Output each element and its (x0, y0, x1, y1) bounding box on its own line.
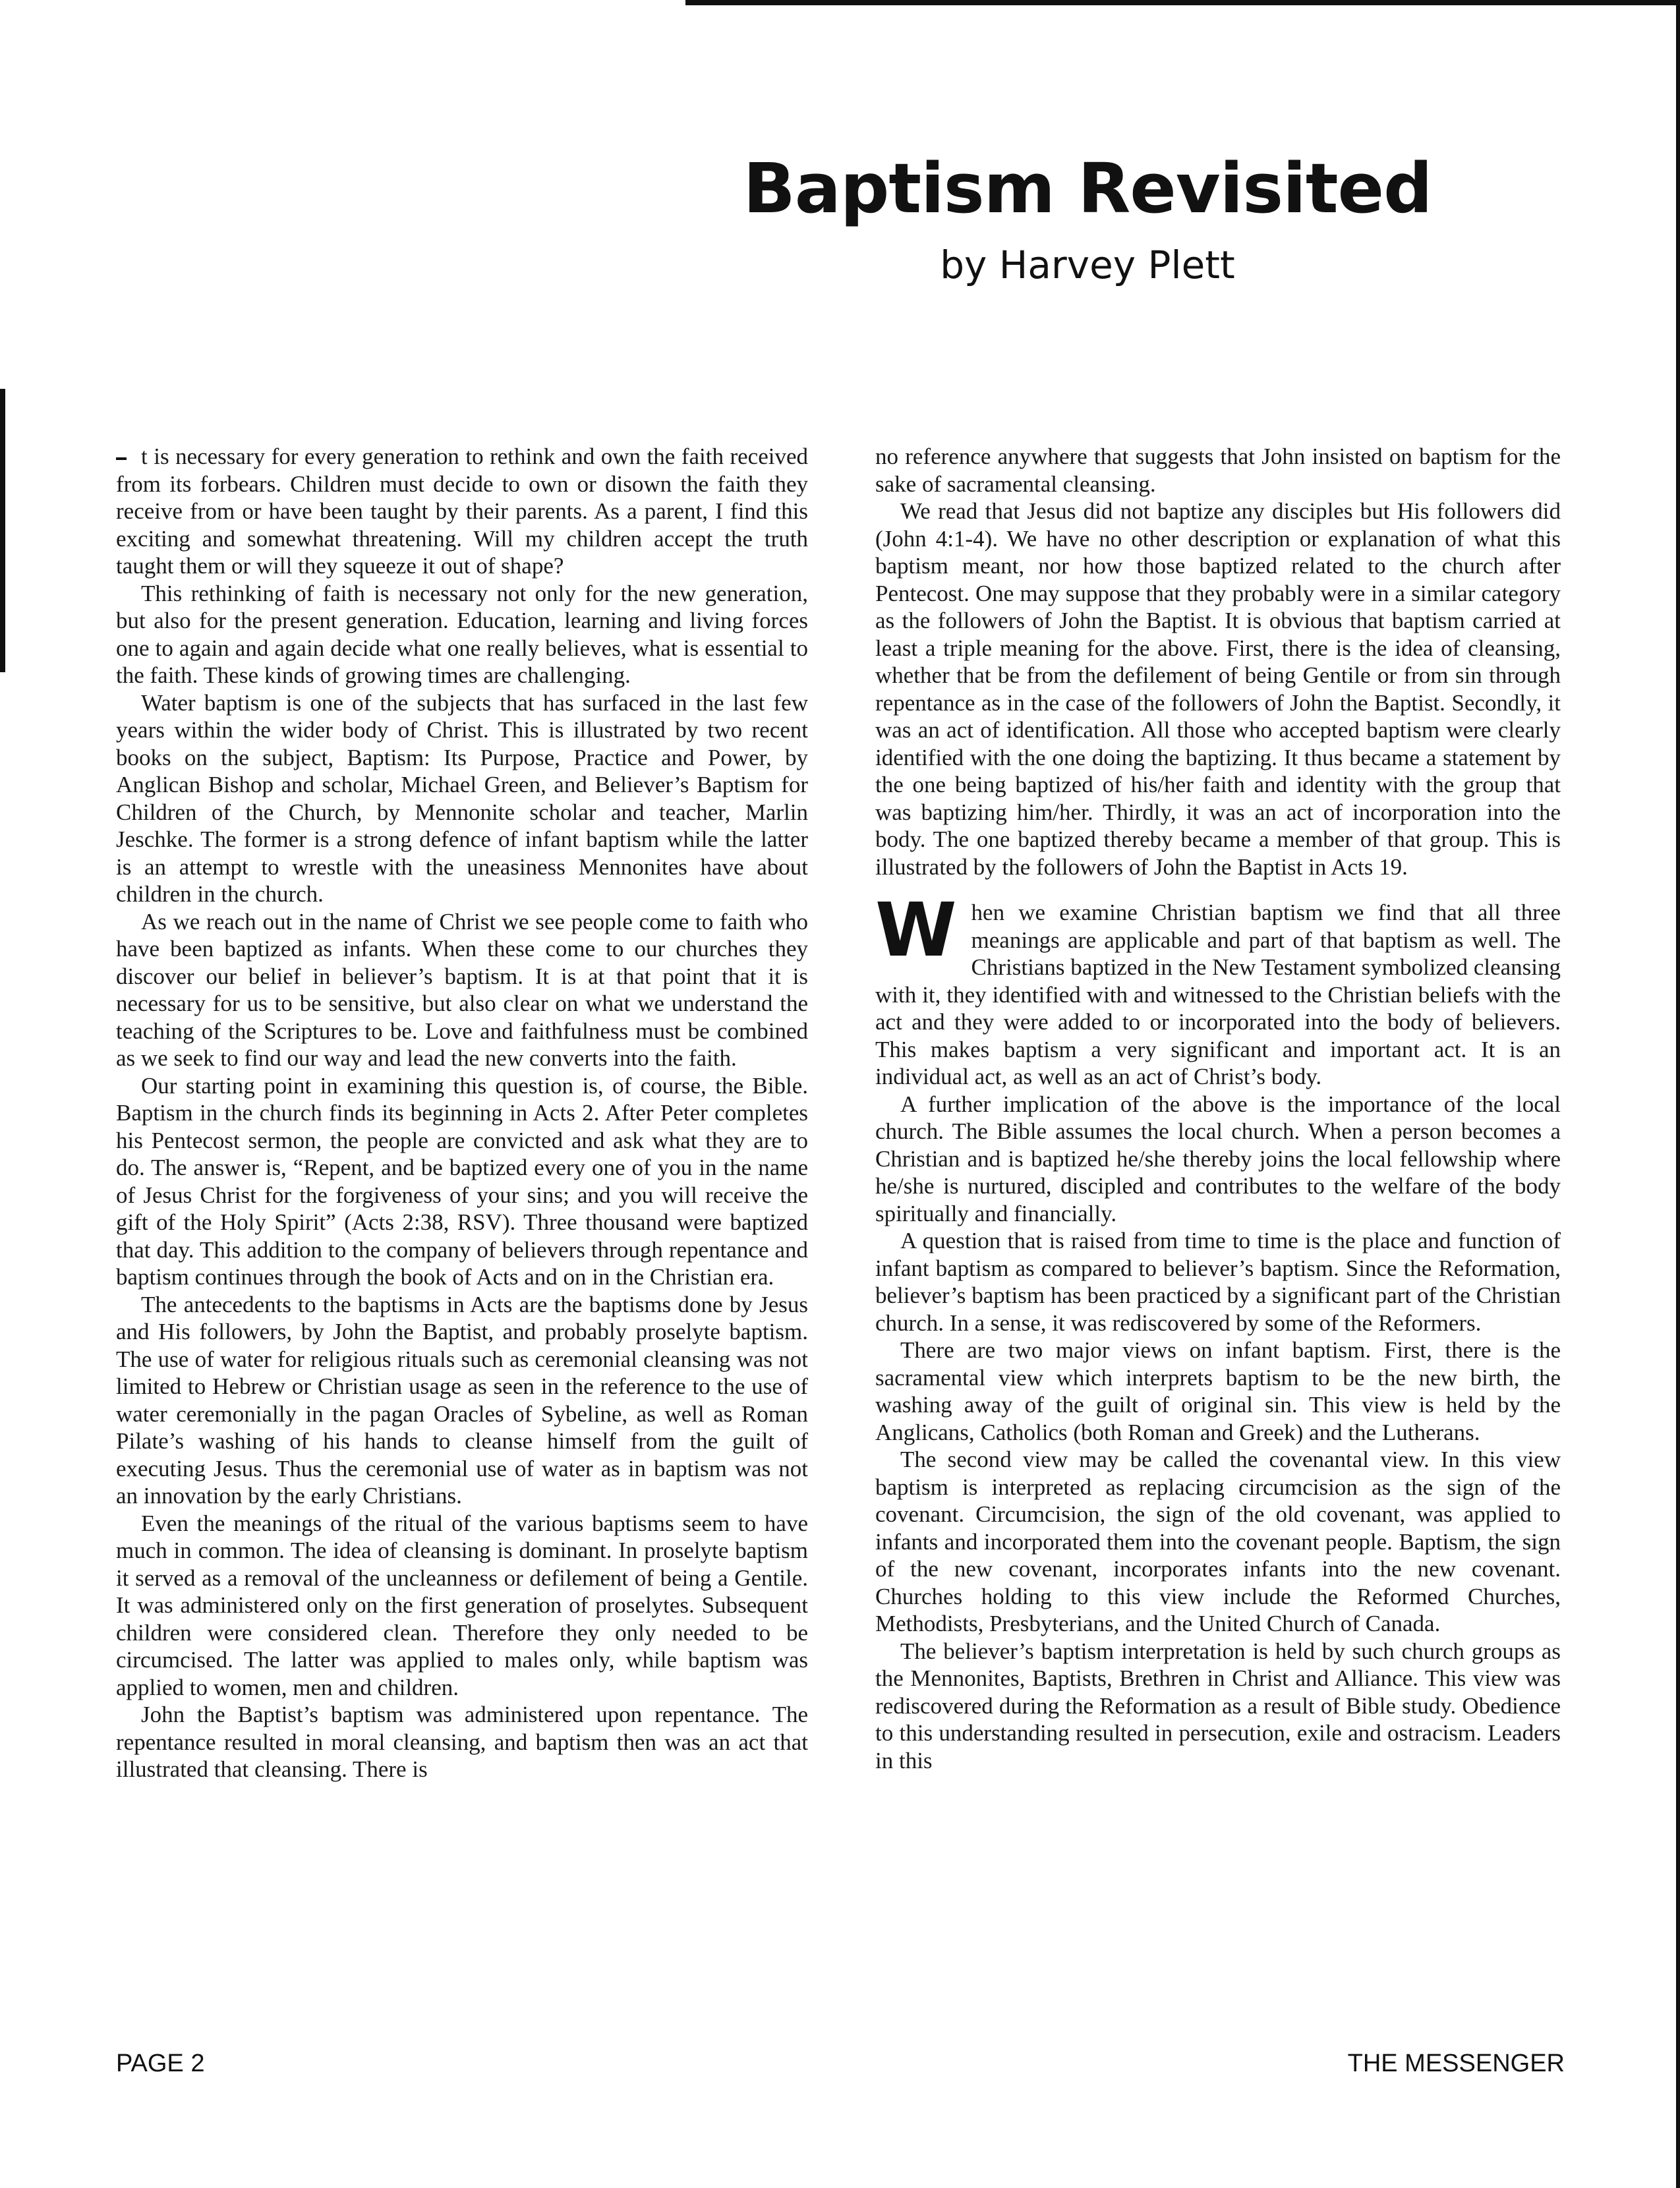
lead-text: t is necessary for every generation to rethink and own the faith received from its forbears. Children must decide to own or disown the faith they receive from or have been taught by their parents. As a parent, I find this exciting and somewhat threatening. Will my children accept the truth taught them or will they squeeze it out of shape? (116, 444, 808, 579)
body-paragraph: We read that Jesus did not baptize any disciples but His followers did (John 4:1-4). We have no other description or explanation of what this baptism meant, nor how those baptized related to the church after Pentecost. One may suppose that they probably were in a similar category as the followers of John the Baptist. It is obvious that baptism carried at least a triple meaning for the above. First, there is the idea of cleansing, whether that be from the defilement of being Gentile or from sin through repentance as in the case of the followers of John the Baptist. Secondly, it was an act of identification. All those who accepted baptism were clearly identified with the one doing the baptizing. It thus became a statement by the one being baptized of his/her faith and identity with the group that was baptizing him/her. Thirdly, it was an act of incorporation into the body. The one baptized thereby became a member of that group. This is illustrated by the followers of John the Baptist in Acts 19. (875, 498, 1561, 880)
top-rule (685, 0, 1680, 5)
body-paragraph: Water baptism is one of the subjects that has surfaced in the last few years within the wider body of Christ. This is illustrated by two recent books on the subject, Baptism: Its Purpose, Practice and Power, by Anglican Bishop and scholar, Michael Green, and Believer’s Baptism for Children of the Church, by Mennonite scholar and teacher, Marlin Jeschke. The former is a strong defence of infant baptism while the latter is an attempt to wrestle with the uneasiness Mennonites have about children in the church. (116, 689, 808, 907)
article-title: Baptism Revisited (743, 148, 1432, 229)
article-byline: by Harvey Plett (940, 243, 1235, 287)
dropcap-paragraph (875, 888, 1561, 1091)
body-paragraph: The second view may be called the covenantal view. In this view baptism is interpreted as replacing circumcision as the sign of the covenant. Circumcision, the sign of the old covenant, was applied to infants and incorporated them into the covenant people. Baptism, the sign of the new covenant, incorporates infants into the new covenant. Churches holding to this view include the Reformed Churches, Methodists, Presbyterians, and the United Church of Canada. (875, 1447, 1561, 1636)
right-edge-mark (1676, 0, 1680, 2188)
lead-paragraph (116, 443, 808, 580)
body-paragraph: As we reach out in the name of Christ we see people come to faith who have been baptized as infants. When these come to our churches they discover our belief in believer’s baptism. It is at that point that it is necessary for us to be sensitive, but also clear on what we understand the teaching of the Scriptures to be. Love and faithfulness must be combined as we seek to find our way and lead the new converts into the faith. (116, 908, 808, 1071)
body-paragraph: Even the meanings of the ritual of the various baptisms seem to have much in common. The idea of cleansing is dominant. In proselyte baptism it served as a removal of the uncleanness or defilement of being a Gentile. It was administered only on the first generation of proselytes. Subsequent children were considered clean. Therefore they only needed to be circumcised. The latter was applied to males only, while baptism was applied to women, men and children. (116, 1510, 808, 1700)
page-number: PAGE 2 (116, 2050, 205, 2077)
publication-name: THE MESSENGER (1347, 2050, 1565, 2077)
body-paragraph: A further implication of the above is the importance of the local church. The Bible assumes the local church. When a person becomes a Christian and is baptized he/she thereby joins the local fellowship where he/she is nurtured, discipled and contributes to the welfare of the body spiritually and financially. (875, 1091, 1561, 1226)
left-column (116, 443, 808, 1783)
body-paragraph: Our starting point in examining this question is, of course, the Bible. Baptism in the church finds its beginning in Acts 2. After Peter completes his Pentecost sermon, the people are convicted and ask what they are to do. The answer is, “Repent, and be baptized every one of you in the name of Jesus Christ for the forgiveness of your sins; and you will receive the gift of the Holy Spirit” (Acts 2:38, RSV). Three thousand were baptized that day. This addition to the company of believers through repentance and baptism continues through the book of Acts and on in the Christian era. (116, 1072, 808, 1290)
body-paragraph: John the Baptist’s baptism was administered upon repentance. The repentance resulted in moral cleansing, and baptism then was an act that illustrated that cleansing. There is (116, 1702, 808, 1782)
body-paragraph: A question that is raised from time to time is the place and function of infant baptism as compared to believer’s baptism. Since the Reformation, believer’s baptism has been practiced by a significant part of the Christian church. In a sense, it was rediscovered by some of the Reformers. (875, 1228, 1561, 1336)
body-paragraph: The believer’s baptism interpretation is held by such church groups as the Mennonites, Baptists, Brethren in Christ and Alliance. This view was rediscovered during the Reformation as a result of Bible study. Obedience to this understanding resulted in persecution, exile and ostracism. Leaders in this (875, 1638, 1561, 1773)
dropcap-text: hen we examine Christian baptism we find that all three meanings are applicable and part of that baptism as well. The Christians baptized in the New Testament symbolized cleansing with it, they identified with and witnessed to the Christian beliefs with the act and they were added to or incorporated into the body of believers. This makes baptism a very significant and important act. It is an individual act, as well as an act of Christ’s body. (875, 900, 1561, 1089)
left-edge-mark (0, 389, 5, 672)
body-paragraph: There are two major views on infant baptism. First, there is the sacramental view which interprets baptism to be the new birth, the washing away of the guilt of original sin. This view is held by the Anglicans, Catholics (both Roman and Greek) and the Lutherans. (875, 1337, 1561, 1445)
drop-cap: W (875, 888, 957, 973)
lead-marker (116, 457, 127, 460)
continuation-paragraph: no reference anywhere that suggests that John insisted on baptism for the sake of sacramental cleansing. (875, 444, 1561, 497)
body-paragraph: This rethinking of faith is necessary not only for the new generation, but also for the present generation. Education, learning and living forces one to again and again decide what one really believes, what is essential to the faith. These kinds of growing times are challenging. (116, 580, 808, 688)
right-column (875, 443, 1561, 1774)
body-paragraph: The antecedents to the baptisms in Acts are the baptisms done by Jesus and His followers, by John the Baptist, and probably proselyte baptism. The use of water for religious rituals such as ceremonial cleansing was not limited to Hebrew or Christian usage as seen in the reference to the use of water ceremonially in the pagan Oracles of Sybeline, as well as Roman Pilate’s washing of his hands to cleanse himself from the guilt of executing Jesus. Thus the ceremonial use of water as in baptism was not an innovation by the early Christians. (116, 1291, 808, 1509)
